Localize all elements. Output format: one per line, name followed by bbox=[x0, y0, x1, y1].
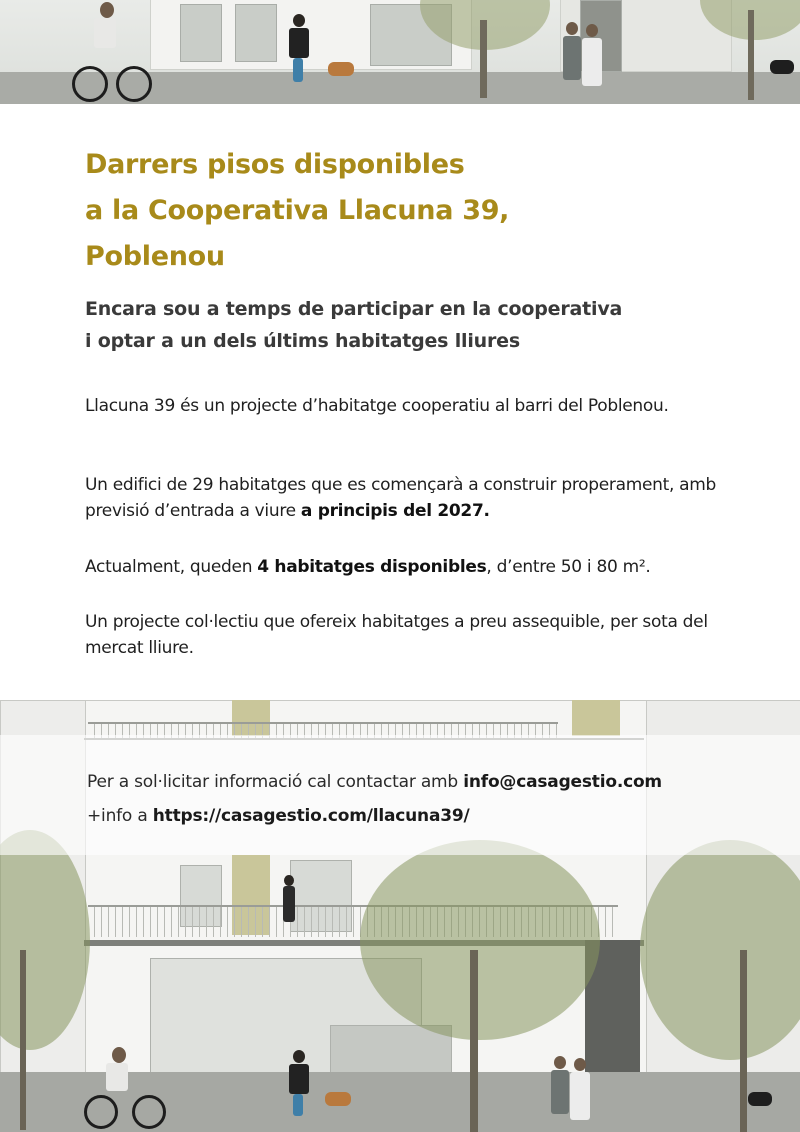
balcony-person bbox=[282, 875, 296, 925]
building-paragraph bbox=[85, 472, 745, 524]
tree-trunk bbox=[470, 950, 478, 1132]
contact-band bbox=[0, 735, 800, 855]
dog-figure bbox=[748, 1092, 772, 1106]
contact-text: Per a sol·licitar informació cal contactar amb bbox=[87, 772, 464, 792]
window bbox=[180, 4, 222, 62]
tree-trunk bbox=[748, 10, 754, 100]
info-line bbox=[87, 804, 787, 828]
tree-trunk bbox=[20, 950, 26, 1130]
dog-figure bbox=[770, 60, 794, 74]
tree-trunk bbox=[480, 20, 487, 98]
dog-figure bbox=[328, 62, 354, 76]
top-street-illustration bbox=[0, 0, 800, 104]
building-text: Un edifici de 29 habitatges que es començarà a construir properament, amb previsió d’entrada a viure bbox=[85, 475, 717, 521]
pedestrian-figure bbox=[285, 1050, 315, 1120]
cyclist-figure bbox=[82, 1045, 172, 1132]
info-url-link[interactable]: https://casagestio.com/llacuna39/ bbox=[152, 806, 470, 826]
collective-paragraph: Un projecte col·lectiu que ofereix habitatges a preu assequible, per sota del mercat lliure. bbox=[85, 612, 708, 658]
pedestrian-figure bbox=[560, 22, 606, 92]
tree-trunk bbox=[740, 950, 747, 1132]
facade-panel bbox=[572, 700, 620, 736]
pedestrian-figure bbox=[285, 14, 315, 84]
contact-email-link[interactable]: info@casagestio.com bbox=[463, 772, 662, 792]
availability-paragraph bbox=[85, 554, 745, 580]
contact-line bbox=[87, 770, 787, 794]
cyclist-figure bbox=[70, 0, 160, 104]
pedestrian-figure bbox=[548, 1056, 594, 1126]
availability-text-start: Actualment, queden bbox=[85, 557, 258, 577]
tree-foliage bbox=[360, 840, 600, 1040]
page-subtitle: Encara sou a temps de participar en la cooperativa i optar a un dels últims habitatges lliures bbox=[85, 298, 623, 352]
dog-figure bbox=[325, 1092, 351, 1106]
window bbox=[235, 4, 277, 62]
available-units: 4 habitatges disponibles bbox=[257, 557, 487, 577]
page-title: Darrers pisos disponibles a la Cooperativa Llacuna 39, Poblenou bbox=[85, 149, 510, 272]
move-in-date: a principis del 2027. bbox=[300, 501, 490, 521]
info-text: +info a bbox=[87, 806, 153, 826]
availability-text-end: , d’entre 50 i 80 m². bbox=[486, 557, 651, 577]
intro-paragraph: Llacuna 39 és un projecte d’habitatge cooperatiu al barri del Poblenou. bbox=[85, 396, 669, 416]
